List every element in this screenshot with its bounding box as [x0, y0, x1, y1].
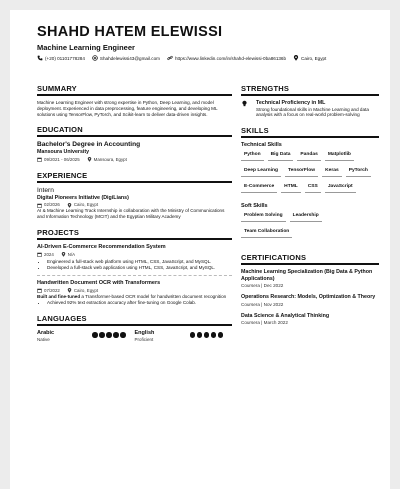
at-sign-icon: [92, 55, 98, 61]
projects-heading: PROJECTS: [37, 228, 232, 240]
soft-skills-label: Soft Skills: [241, 203, 268, 210]
location-text: Cairo, Egypt: [301, 55, 327, 61]
map-pin-icon: [87, 157, 92, 162]
rating-dot: [113, 332, 119, 338]
strength-text: Strong foundational skills in Machine Learning and data analysis with a focus on real-world problem-solving: [256, 106, 369, 118]
calendar-icon: [37, 252, 42, 257]
strength-item: [241, 100, 379, 118]
email-text: Shahdelewissi43@gmail.com: [99, 55, 160, 61]
phone-text: (+20) 01101778284: [45, 55, 85, 61]
rating-dot: [106, 332, 112, 338]
contact-email[interactable]: [92, 55, 160, 61]
language-text: [135, 330, 190, 343]
skill-tag: HTML: [281, 184, 301, 193]
education-degree: Bachelor's Degree in Accounting: [37, 141, 141, 149]
project-lead: [37, 294, 232, 300]
language-rating: [92, 332, 127, 343]
project-divider: [37, 275, 232, 276]
map-pin-icon: [293, 55, 299, 61]
contact-info: [37, 55, 377, 61]
lightbulb-icon: [241, 100, 248, 107]
education-section: [37, 125, 232, 163]
left-column: [37, 84, 232, 351]
project-lead-bold: Built and fine-tuned: [37, 293, 81, 299]
languages-list: [37, 330, 232, 343]
candidate-role: Machine Learning Engineer: [37, 43, 135, 52]
education-school: Mansoura University: [37, 149, 90, 156]
project-date-text: 07/2022: [44, 287, 60, 293]
rating-dot: [197, 332, 203, 338]
strengths-section: [241, 84, 379, 118]
project-location-text: N/A: [67, 251, 76, 257]
project-bullet: • Engineered a full-stack web platform using HTML, CSS, JavaScript, and MySQL.: [47, 259, 232, 265]
contact-phone[interactable]: [37, 55, 85, 61]
candidate-name: SHAHD HATEM ELEWISSI: [37, 24, 223, 40]
project-meta: [37, 252, 232, 258]
education-meta: [37, 157, 232, 163]
linkedin-text: https://www.linkedin.com/in/shahd-elewissi-0ba86136b: [174, 55, 287, 61]
language-item: [135, 330, 233, 343]
project-date: [37, 252, 54, 258]
certification-date: Nov 2022: [263, 301, 284, 307]
language-level: Proficient: [134, 337, 154, 343]
rating-dot: [99, 332, 105, 338]
education-location: [87, 157, 127, 163]
skill-tag: Deep Learning: [241, 168, 281, 177]
contact-linkedin[interactable]: [167, 55, 286, 61]
strengths-heading: STRENGTHS: [241, 84, 379, 96]
summary-section: [37, 84, 232, 117]
projects-section: [37, 228, 232, 306]
skill-tag: PyTorch: [346, 168, 371, 177]
certification-date: Dec 2022: [263, 283, 284, 289]
certification-name: Data Science & Analytical Thinking: [241, 312, 330, 319]
skill-tag: JavaScript: [325, 184, 356, 193]
rating-dot: [211, 332, 217, 338]
certification-issuer: Coursera: [241, 283, 260, 289]
skill-tag: Problem Solving: [241, 213, 286, 222]
summary-heading: SUMMARY: [37, 84, 232, 96]
technical-skills-list: [241, 152, 379, 200]
certification-item: [241, 294, 379, 307]
project-name: Handwritten Document OCR with Transformers: [37, 279, 161, 286]
skill-tag: Leadership: [290, 213, 322, 222]
resume-header: [37, 24, 377, 61]
experience-description: AI & Machine Learning Track Internship in collaboration with the Ministry of Communications and Information Technology (MCIT) and the Egyptian Military Academy: [37, 208, 225, 220]
language-text: [37, 330, 92, 343]
rating-dot: [218, 332, 224, 338]
experience-section: [37, 171, 232, 220]
skill-tag: Big Data: [268, 152, 294, 161]
rating-dot: [120, 332, 126, 338]
project-item: [37, 244, 232, 271]
certification-issuer: Coursera: [241, 320, 260, 326]
skill-tag: CSS: [305, 184, 321, 193]
link-icon: [167, 55, 173, 61]
skill-tag: Matplotlib: [325, 152, 354, 161]
skill-tag: TensorFlow: [285, 168, 318, 177]
skill-tag: Team Collaboration: [241, 229, 292, 238]
right-column: [241, 84, 379, 333]
summary-text: Machine Learning Engineer with strong expertise in Python, Deep Learning, and model deployment. Experienced in data preprocessing, feature engineering, and developing ML solutions using TensorFlow, PyTorch, and Scikit-learn to deliver data-driven insights.: [37, 100, 218, 117]
experience-role: Intern: [37, 186, 54, 194]
project-item: [37, 280, 232, 307]
skill-tag: Keras: [322, 168, 342, 177]
rating-dot: [204, 332, 210, 338]
languages-heading: LANGUAGES: [37, 314, 232, 326]
strength-body: [256, 100, 379, 118]
certification-date: March 2022: [263, 320, 288, 326]
education-dates-text: 09/2021 - 06/2025: [44, 156, 80, 162]
certifications-heading: CERTIFICATIONS: [241, 253, 379, 265]
resume-page: [10, 10, 390, 489]
language-level: Native: [37, 337, 50, 343]
certification-meta: Coursera | Dec 2022: [241, 283, 284, 289]
project-date-text: 2024: [44, 251, 54, 257]
certification-item: [241, 269, 379, 288]
project-location-text: Cairo, Egypt: [73, 287, 99, 293]
language-name: Arabic: [37, 330, 55, 337]
contact-location: [293, 55, 326, 61]
experience-org: Digital Pioneers Initiative (DigiLians): [37, 194, 129, 201]
project-location: [61, 252, 75, 258]
rating-dot: [92, 332, 98, 338]
certification-issuer: Coursera: [241, 301, 260, 307]
phone-icon: [37, 55, 43, 61]
skills-section: [241, 126, 379, 245]
skill-tag: Python: [241, 152, 264, 161]
certification-meta: Coursera | Nov 2022: [241, 301, 284, 307]
skills-heading: SKILLS: [241, 126, 379, 138]
education-dates: [37, 157, 80, 163]
certification-name: Machine Learning Specialization (Big Data & Python Applications): [241, 269, 373, 282]
certification-name: Operations Research: Models, Optimization & Theory: [241, 294, 376, 301]
calendar-icon: [37, 288, 42, 293]
education-location-text: Mansoura, Egypt: [93, 156, 127, 162]
language-item: [37, 330, 135, 343]
rating-dot: [190, 332, 196, 338]
project-bullet: • Achieved 92% text extraction accuracy after fine-tuning on Google Colab.: [47, 300, 232, 306]
project-name: AI-Driven E-Commerce Recommendation System: [37, 243, 166, 250]
project-lead-rest: a Transformer-based OCR model for handwritten document recognition: [80, 293, 227, 299]
certification-item: [241, 313, 379, 326]
technical-skills-label: Technical Skills: [241, 142, 282, 149]
map-pin-icon: [67, 288, 72, 293]
certification-meta: Coursera | March 2022: [241, 320, 288, 326]
skill-tag: Pandas: [297, 152, 320, 161]
map-pin-icon: [67, 203, 72, 208]
languages-section: [37, 314, 232, 343]
strength-heading: Technical Proficiency in ML: [256, 100, 326, 106]
education-heading: EDUCATION: [37, 125, 232, 137]
experience-heading: EXPERIENCE: [37, 171, 232, 183]
project-bullets: [37, 259, 232, 271]
calendar-icon: [37, 157, 42, 162]
soft-skills-list: [241, 213, 379, 245]
experience-date-text: 02/2026: [44, 202, 60, 208]
project-bullets: [37, 300, 232, 306]
language-name: English: [134, 330, 155, 337]
map-pin-icon: [61, 252, 66, 257]
experience-location-text: Cairo, Egypt: [73, 202, 99, 208]
calendar-icon: [37, 203, 42, 208]
project-bullet: • Developed a full-stack web application using HTML, CSS, JavaScript, and MySQL.: [47, 265, 232, 271]
certifications-section: [241, 253, 379, 325]
skill-tag: E-Commerce: [241, 184, 277, 193]
language-rating: [190, 332, 225, 343]
